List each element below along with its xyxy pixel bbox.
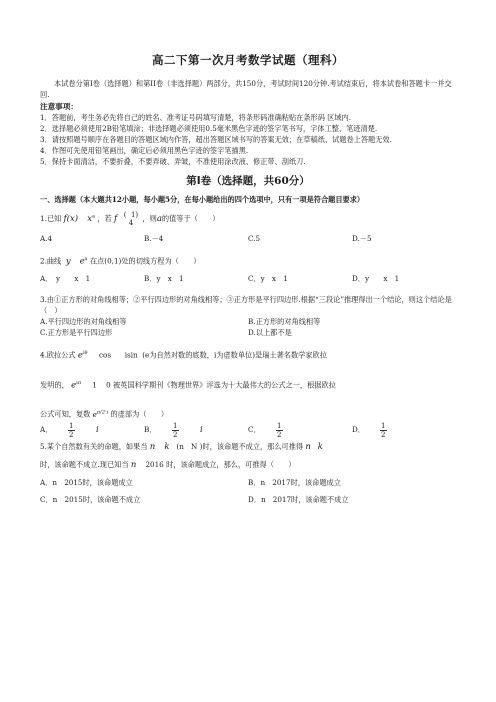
q4-zero: 0 [106,380,111,390]
q5-k: k [164,441,170,452]
q3-options [40,316,456,327]
q1-stem-c: ，则 [142,214,157,223]
q4-ei: e [77,350,83,361]
q5-range: (n N [176,441,198,451]
option: A． $\frac{1}{2}$ i [40,421,99,439]
q5-n2: n [305,441,311,452]
question-5 [40,441,456,453]
q4-line1-b: (e为自然对数的底数，i为虚数单位)是瑞士著名数学家欧拉 [142,350,327,360]
q1-a: a [156,214,162,224]
question-2: 2.曲线 y $e^x$ 在点(0,1)处的切线方程为（ ） [40,256,201,267]
intro-paragraph: 本试卷分第I卷（选择题）和第II卷（非选择题）两部分，共150分，考试时间120分钟.考试结束后，将本试卷和答题卡一并交回. [40,79,452,99]
option: A.4 [40,234,53,243]
question-3: 3.由①正方形的对角线相等；②平行四边形的对角线相等；③正方形是平行四边形.根据“三段论”推理得出一个结论，则这个结论是（ ） [40,295,452,316]
question-4-line2: 发明的， $e^{i\pi}$ 1 0 被英国科学期刊《物理世界》评选为十大最伟大的公式之一，根据欧拉 [40,379,336,391]
option: C．y x 1 [248,274,288,284]
q4-isin: isin [124,350,138,360]
question-4: 4.欧拉公式 $e^{i\theta}$ cos isin (e为自然对数的底数，i为虚数单位)是瑞士著名数学家欧拉 [40,350,327,361]
q5-line1-b: )时，该命题不成立，那么可推得 [199,441,304,451]
q4-ei2: e [71,380,77,391]
option: C．n 2015时，该命题不成立 [40,494,141,504]
q5-line2: 时，该命题不成立.现已知当 [40,459,129,469]
option: B.－4 [144,234,164,243]
question-5-line2 [40,459,456,471]
q5-2016: 2016 [145,459,164,469]
q1-stem-b: ，若 [97,214,112,223]
option: C.正方形是平行四边形 [40,328,113,338]
q5-n: n [149,441,156,452]
q4-line3-b: 的虚部为（ ） [110,409,169,419]
option: C.5 [248,234,261,243]
q2-stem-b: 在点(0,1)处的切线方程为（ ） [89,256,201,266]
notice-item: 5．保持卡面清洁，不要折叠，不要弄破、弄皱，不准使用涂改液、修正带、刮纸刀. [40,157,306,166]
q1-stem-d: 的值等于（ ） [161,214,220,223]
q2-e: e [79,256,85,267]
q4-options [40,422,456,439]
q2-stem: 2.曲线 [40,256,62,266]
q4-line3: 公式可知，复数 [40,409,91,419]
question-1: 1.已知 f(x) $x^a$ ，若 f ( 1) 4 ，则a的值等于（ ） [40,211,220,227]
notice-item: 1．答题前，考生务必先将自己的姓名、准考证号码填写清楚，将条形码准确粘贴在条形码 区域内. [40,113,352,122]
q5-options [40,494,456,505]
option: D.以上都不是 [248,328,292,338]
q5-line2-b: 时，该命题成立，那么，可推得（ ） [166,459,296,469]
option: B．n 2017时，该命题成立 [248,477,341,487]
section-title-suffix: 卷（选择题，共60分） [200,175,310,187]
question-4-line3: 公式可知，复数 $e^{\pi/2\cdot i}$ 的虚部为（ ） [40,409,169,419]
q5-n3: n [130,459,137,470]
q5-options [40,477,456,488]
option: C． $\frac{1}{2}$ [248,421,282,439]
q1-f: f [114,214,118,224]
option: A．n 2015时，该命题成立 [40,477,133,487]
option: B． $\frac{1}{2}$ i [144,421,203,439]
q4-line1: 4.欧拉公式 [40,350,76,360]
notice-item: 3．请按照题号顺序在各题目的答题区域内作答，超出答题区域书写的答案无效；在草稿纸、试题卷上答题无效. [40,135,392,144]
part-heading: 一、选择题（本大题共12小题，每小题5分，在每小题给出的四个选项中，只有一项是符合题目要求） [40,195,365,204]
q4-line2-b: 被英国科学期刊《物理世界》评选为十大最伟大的公式之一，根据欧拉 [113,380,336,390]
q4-line2: 发明的， [40,380,69,390]
q2-options [40,273,456,284]
option: D.－5 [352,234,372,243]
section-title-prefix: 第 [186,175,197,187]
notice-item: 4．作图可先使用铅笔画出，确定后必须用黑色字迹的签字笔描黑. [40,146,249,155]
q5-line1: 5.某个自然数有关的命题，如果当 [40,441,148,451]
q4-one: 1 [92,380,97,390]
option: D．y x 1 [352,274,400,284]
q4-cos: cos [98,350,112,360]
q1-arg-frac: ( 1) 4 [123,211,139,227]
q2-y: y [65,256,71,267]
page-title: 高二下第一次月考数学试题（理科） [152,53,344,67]
q1-stem: 1.已知 [40,214,62,223]
q1-options [40,233,456,244]
notice-heading: 注意事项： [40,102,78,111]
option: D．n 2017时，该命题不成立 [248,494,349,504]
option: A.平行四边形的对角线相等 [40,317,127,327]
section-title-roman: Ⅰ [196,175,201,187]
q5-k2: k [317,441,323,452]
option: D． $\frac{1}{2}$ [352,421,386,439]
q1-fx: f(x) [63,214,79,224]
q1-x: x [87,214,93,224]
option: A． y x 1 [40,274,91,284]
option: B.正方形的对角线相等 [248,317,321,327]
option: B．y x 1 [144,274,184,284]
section-title [40,173,456,188]
q3-options [40,327,456,338]
notice-item: 2．选择题必须使用2B铅笔填涂；非选择题必须使用0.5毫米黑色字迹的签字笔书写，字体工整、笔迹清楚. [40,124,378,133]
